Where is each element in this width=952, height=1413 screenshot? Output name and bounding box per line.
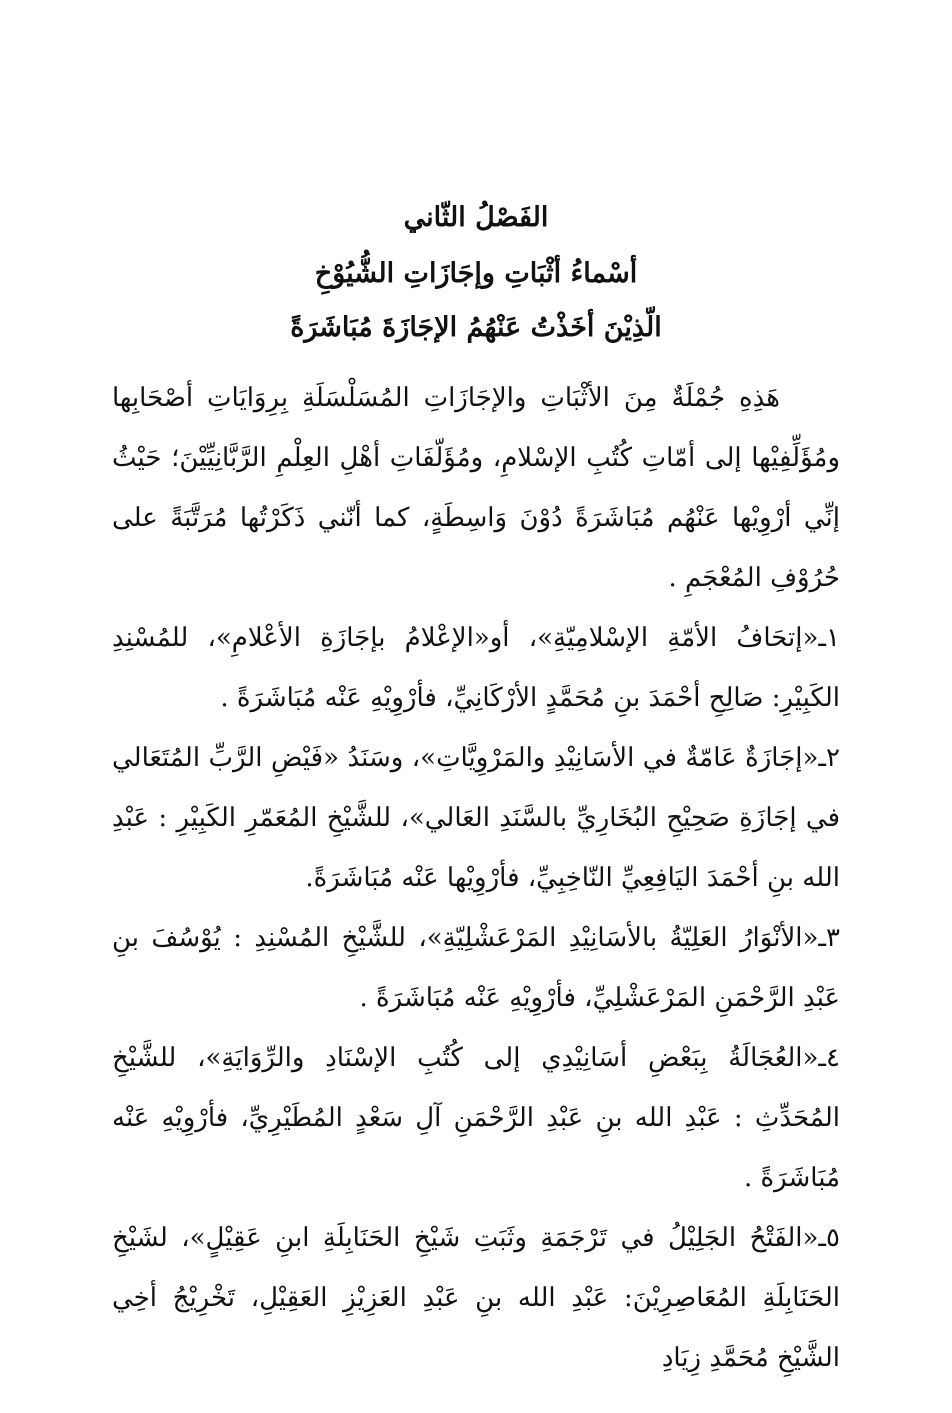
item-number: ٤ـ <box>818 1043 840 1073</box>
page-content <box>112 200 840 1388</box>
item-text: «إجَازَةٌ عَامّةٌ في الأسَانِيْدِ والمَرْوِيَّاتِ»، وسَنَدُ «فَيْضِ الرَّبِّ المُتَعَالي في إجَازَةِ صَحِيْحِ البُخَارِيِّ بالسَّنَدِ العَالي»، للشَّيْخِ المُعَمّرِ الكَبِيْرِ : عَبْدِ الله بنِ أحْمَدَ اليَافِعِيِّ النّاخِبِيِّ، فأرْوِيْها عَنْه مُبَاشَرَةً. <box>112 743 840 893</box>
chapter-subtitle-line-1: أسْماءُ أثْبَاتِ وإجَازَاتِ الشُّيُوْخِ <box>314 258 638 289</box>
chapter-title: الفَصْلُ الثّاني <box>403 202 549 233</box>
list-item <box>112 608 840 728</box>
chapter-subtitle-line-2: الّذِيْنَ أخَذْتُ عَنْهُمُ الإجَازَةَ مُبَاشَرَةً <box>290 312 662 343</box>
item-text: «إتحَافُ الأمّةِ الإسْلامِيّةِ»، أو«الإعْلامُ بإجَازَةِ الأعْلامِ»، للمُسْنِدِ الكَبِيْرِ: صَالِحِ أحْمَدَ بنِ مُحَمَّدٍ الأرْكَانِيِّ، فأرْوِيْهِ عَنْه مُبَاشَرَةً . <box>112 623 840 713</box>
list-item <box>112 728 840 908</box>
item-text: «العُجَالَةُ بِبَعْضِ أسَانِيْدِي إلى كُتُبِ الإسْنَادِ والرِّوَايَةِ»، للشَّيْخِ المُحَدِّثِ : عَبْدِ الله بنِ عَبْدِ الرَّحْمَنِ آلِ سَعْدٍ المُطَيْرِيِّ، فأرْوِيْهِ عَنْه مُبَاشَرَةً . <box>112 1043 840 1193</box>
list-item <box>112 1028 840 1208</box>
list-item <box>112 908 840 1028</box>
item-number: ١ـ <box>818 623 840 653</box>
item-number: ٢ـ <box>818 743 840 773</box>
intro-paragraph: هَذِهِ جُمْلَةٌ مِنَ الأثْبَاتِ والإجَازَاتِ المُسَلْسَلَةِ بِرِوَايَاتِ أصْحَابِها ومُؤَلِّفِيْها إلى أمّاتِ كُتُبِ الإسْلامِ، ومُؤَلّفَاتِ أهْلِ العِلْمِ الرَّبَّانِيِّيْنَ؛ حَيْثُ إنِّي أرْوِيْها عَنْهُم مُبَاشَرَةً دُوْنَ وَاسِطَةٍ، كما أنّني ذَكَرْتُها مُرَتَّبَةً على حُرُوْفِ المُعْجَمِ . <box>112 383 840 593</box>
item-text: «الأنْوَارُ العَلِيّةُ بالأسَانِيْدِ المَرْعَشْلِيّةِ»، للشَّيْخِ المُسْنِدِ : يُوْسُفَ بنِ عَبْدِ الرَّحْمَنِ المَرْعَشْلِيِّ، فأرْوِيْهِ عَنْه مُبَاشَرَةً . <box>112 923 840 1013</box>
item-text: «الفَتْحُ الجَلِيْلُ في تَرْجَمَةِ وثَبَتِ شَيْخِ الحَنَابِلَةِ ابنِ عَقِيْلٍ»، لشَيْخِ الحَنَابِلَةِ المُعَاصِرِيْنَ: عَبْدِ الله بنِ عَبْدِ العَزِيْزِ العَقِيْلِ، تَخْرِيْجُ أخِي الشَّيْخِ مُحَمَّدِ زِيَادِ <box>112 1223 840 1373</box>
item-number: ٥ـ <box>818 1223 840 1253</box>
list-item <box>112 1208 840 1388</box>
item-number: ٣ـ <box>818 923 840 953</box>
